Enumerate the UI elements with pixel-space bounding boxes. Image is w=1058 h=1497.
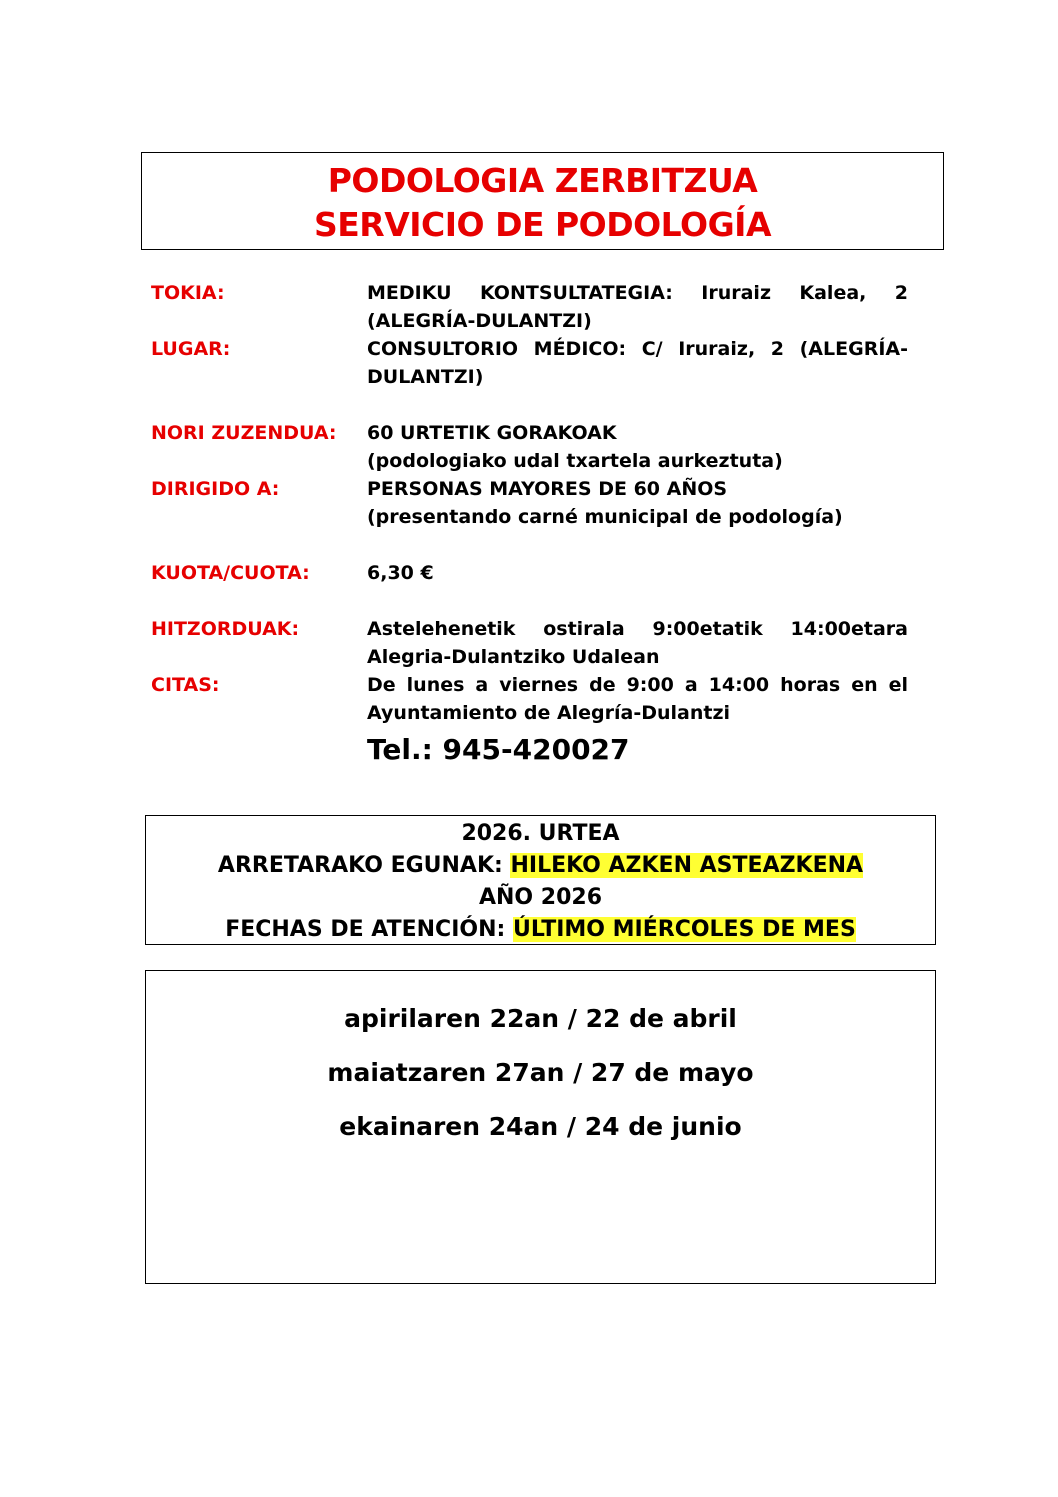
tokia-label: TOKIA: <box>151 282 225 304</box>
info-row-kuota <box>151 559 908 587</box>
citas-value: De lunes a viernes de 9:00 a 14:00 horas en el Ayuntamiento de Alegría-Dulantzi <box>367 674 908 724</box>
info-row-nori <box>151 419 908 475</box>
hitzorduak-label: HITZORDUAK: <box>151 618 300 640</box>
kuota-label: KUOTA/CUOTA: <box>151 562 310 584</box>
dates-box <box>145 970 936 1284</box>
hitzorduak-value: Astelehenetik ostirala 9:00etatik 14:00etara Alegria-Dulantziko Udalean <box>367 618 908 668</box>
info-section <box>151 279 908 727</box>
nori-value-line2: (podologiako udal txartela aurkeztuta) <box>367 450 783 472</box>
dirigido-value <box>367 475 908 531</box>
info-row-dirigido <box>151 475 908 531</box>
attention-days-basque-label: ARRETARAKO EGUNAK: <box>217 853 511 878</box>
attention-days-box <box>145 815 936 945</box>
tokia-value: MEDIKU KONTSULTATEGIA: Iruraiz Kalea, 2 (ALEGRÍA-DULANTZI) <box>367 282 908 332</box>
dirigido-value-line1: PERSONAS MAYORES DE 60 AÑOS <box>367 478 728 500</box>
nori-value <box>367 419 908 475</box>
info-row-citas <box>151 671 908 727</box>
lugar-label: LUGAR: <box>151 338 231 360</box>
attention-days-basque-value: HILEKO AZKEN ASTEAZKENA <box>510 853 864 878</box>
date-item-april: apirilaren 22an / 22 de abril <box>344 1004 737 1033</box>
citas-label: CITAS: <box>151 674 220 696</box>
year-basque: 2026. URTEA <box>461 821 620 846</box>
year-spanish: AÑO 2026 <box>478 885 603 910</box>
dirigido-value-line2: (presentando carné municipal de podología) <box>367 506 843 528</box>
dirigido-label: DIRIGIDO A: <box>151 478 280 500</box>
title-basque: PODOLOGIA ZERBITZUA <box>327 161 758 200</box>
title-box <box>141 152 944 250</box>
info-row-tokia <box>151 279 908 335</box>
phone-number: Tel.: 945-420027 <box>367 733 630 766</box>
kuota-value: 6,30 € <box>367 562 434 584</box>
info-row-lugar <box>151 335 908 391</box>
date-item-may: maiatzaren 27an / 27 de mayo <box>327 1058 754 1087</box>
attention-days-spanish <box>146 914 935 946</box>
date-item-june: ekainaren 24an / 24 de junio <box>339 1112 742 1141</box>
lugar-value: CONSULTORIO MÉDICO: C/ Iruraiz, 2 (ALEGRÍA-DULANTZI) <box>367 338 908 388</box>
attention-days-spanish-label: FECHAS DE ATENCIÓN: <box>225 917 513 942</box>
info-row-hitzorduak <box>151 615 908 671</box>
title-spanish: SERVICIO DE PODOLOGÍA <box>314 205 771 244</box>
attention-days-basque <box>146 850 935 882</box>
nori-value-line1: 60 URTETIK GORAKOAK <box>367 422 617 444</box>
attention-days-spanish-value: ÚLTIMO MIÉRCOLES DE MES <box>512 917 856 942</box>
nori-label: NORI ZUZENDUA: <box>151 422 337 444</box>
